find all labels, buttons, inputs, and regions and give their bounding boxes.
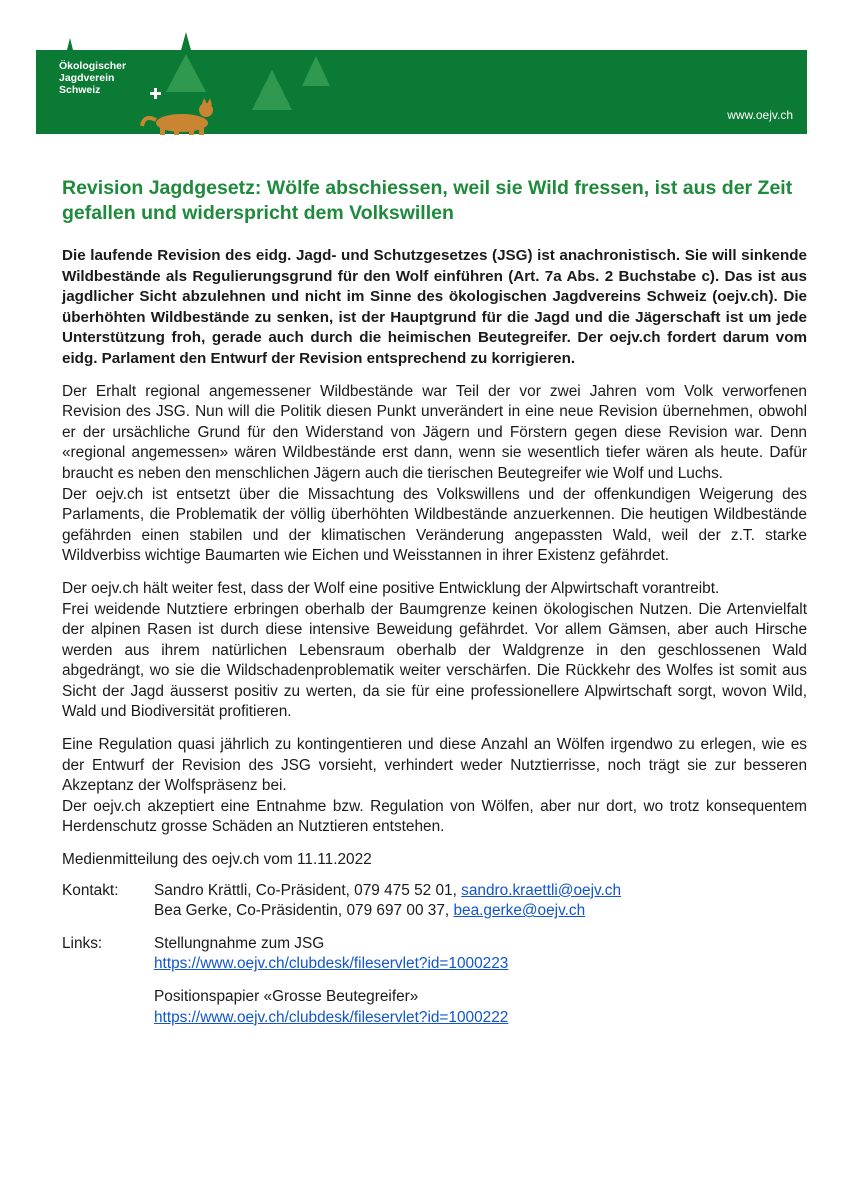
contact-section [62, 881, 807, 922]
lead-paragraph: Die laufende Revision des eidg. Jagd- und Schutzgesetzes (JSG) ist anachronistisch. Sie will sinkende Wildbestände als Regulierungsgrund für den Wolf einführen (Art. 7a Abs. 2 Buchstabe c). Das ist aus jagdlicher Sicht abzulehnen und nicht im Sinne des ökologischen Jagdvereins Schweiz (oejv.ch). Die überhöhten Wildbestände zu senken, ist der Hauptgrund für die Jagd und die Jägerschaft ist um jede Unterstützung froh, gerade auch durch die heimischen Beutegreifer. Der oejv.ch fordert darum vom eidg. Parlament den Entwurf der Revision entsprechend zu korrigieren. [62, 247, 807, 367]
tree-icon [166, 54, 206, 92]
tree-icon [252, 70, 292, 110]
body-paragraph: Frei weidende Nutztiere erbringen oberhalb der Baumgrenze keinen ökologischen Nutzen. Die Artenvielfalt der alpinen Rasen ist durch diese intensive Beweidung gefährdet. Vor allem Gämsen, aber auch Hirsche werden aus ihrem natürlichen Lebensraum oberhalb der Waldgrenze in den geschlossenen Wald abgedrängt, wo sie die Wildschadenproblematik weiter verschärfen. Die Rückkehr des Wolfes ist somit aus Sicht der Jagd äusserst positiv zu werten, da sie für eine professionellere Alpwirtschaft sorgt, wovon Wild, Wald und Biodiversität profitieren. [62, 600, 807, 721]
body-paragraph: Der oejv.ch akzeptiert eine Entnahme bzw. Regulation von Wölfen, aber nur dort, wo trotz konsequentem Herdenschutz grosse Schäden an Nutztieren entstehen. [62, 797, 807, 836]
org-name: Ökologischer Jagdverein Schweiz [59, 60, 127, 96]
contact-person: Sandro Krättli, Co-Präsident, 079 475 52 01, sandro.kraettli@oejv.ch [154, 881, 622, 899]
body-paragraph: Der oejv.ch hält weiter fest, dass der Wolf eine positive Entwicklung der Alpwirtschaft vorantreibt. [62, 579, 720, 597]
document-title: Revision Jagdgesetz: Wölfe abschiessen, weil sie Wild fressen, ist aus der Zeit gefallen und widerspricht dem Volkswillen [62, 177, 793, 224]
body-paragraph: Der oejv.ch ist entsetzt über die Missachtung des Volkswillens und der offenkundigen Weigerung des Parlaments, die Problematik der völlig überhöhten Wildbestände anzuerkennen. Die heutigen Wildbestände gefährden einen stabilen und der klimatischen Veränderung angepassten Wald, weil der z.T. starke Wildverbiss wichtige Baumarten wie Eichen und Weisstannen in ihrer Existenz gefährdet. [62, 485, 807, 565]
body-paragraph: Eine Regulation quasi jährlich zu kontingentieren und diese Anzahl an Wölfen irgendwo zu erlegen, wie es der Entwurf der Revision des JSG vorsieht, verhindert weder Nutztierrisse, noch trägt sie zur besseren Akzeptanz der Wolfspräsenz bei. [62, 736, 807, 795]
link-title: Positionspapier «Grosse Beutegreifer» [154, 988, 419, 1005]
links-label: Links: [62, 934, 103, 952]
links-section [62, 934, 807, 1028]
page-header [36, 30, 807, 136]
release-date: Medienmitteilung des oejv.ch vom 11.11.2022 [62, 851, 372, 869]
document-link[interactable]: https://www.oejv.ch/clubdesk/fileservlet?id=1000223 [154, 955, 509, 973]
link-title: Stellungnahme zum JSG [154, 934, 325, 952]
document-body [62, 246, 807, 1028]
document-link[interactable]: https://www.oejv.ch/clubdesk/fileservlet?id=1000222 [154, 1008, 509, 1026]
website-label: www.oejv.ch [727, 108, 793, 122]
contact-label: Kontakt: [62, 881, 119, 899]
email-link[interactable]: bea.gerke@oejv.ch [453, 902, 586, 920]
body-paragraph: Der Erhalt regional angemessener Wildbestände war Teil der vor zwei Jahren vom Volk verworfenen Revision des JSG. Nun will die Politik diesen Punkt unverändert in eine neue Revision übernehmen, obwohl er der ursächliche Grund für den Widerstand von Jägern und Förstern gegen diese Revision war. Denn «regional angemessen» wären Wildbestände erst dann, wenn sie wesentlich tiefer wären als heute. Dafür braucht es neben den menschlichen Jägern auch die tierischen Beutegreifer wie Wolf und Luchs. [62, 382, 807, 482]
email-link[interactable]: sandro.kraettli@oejv.ch [461, 881, 622, 899]
contact-person: Bea Gerke, Co-Präsidentin, 079 697 00 37, bea.gerke@oejv.ch [154, 902, 586, 920]
tree-icon [302, 56, 330, 86]
